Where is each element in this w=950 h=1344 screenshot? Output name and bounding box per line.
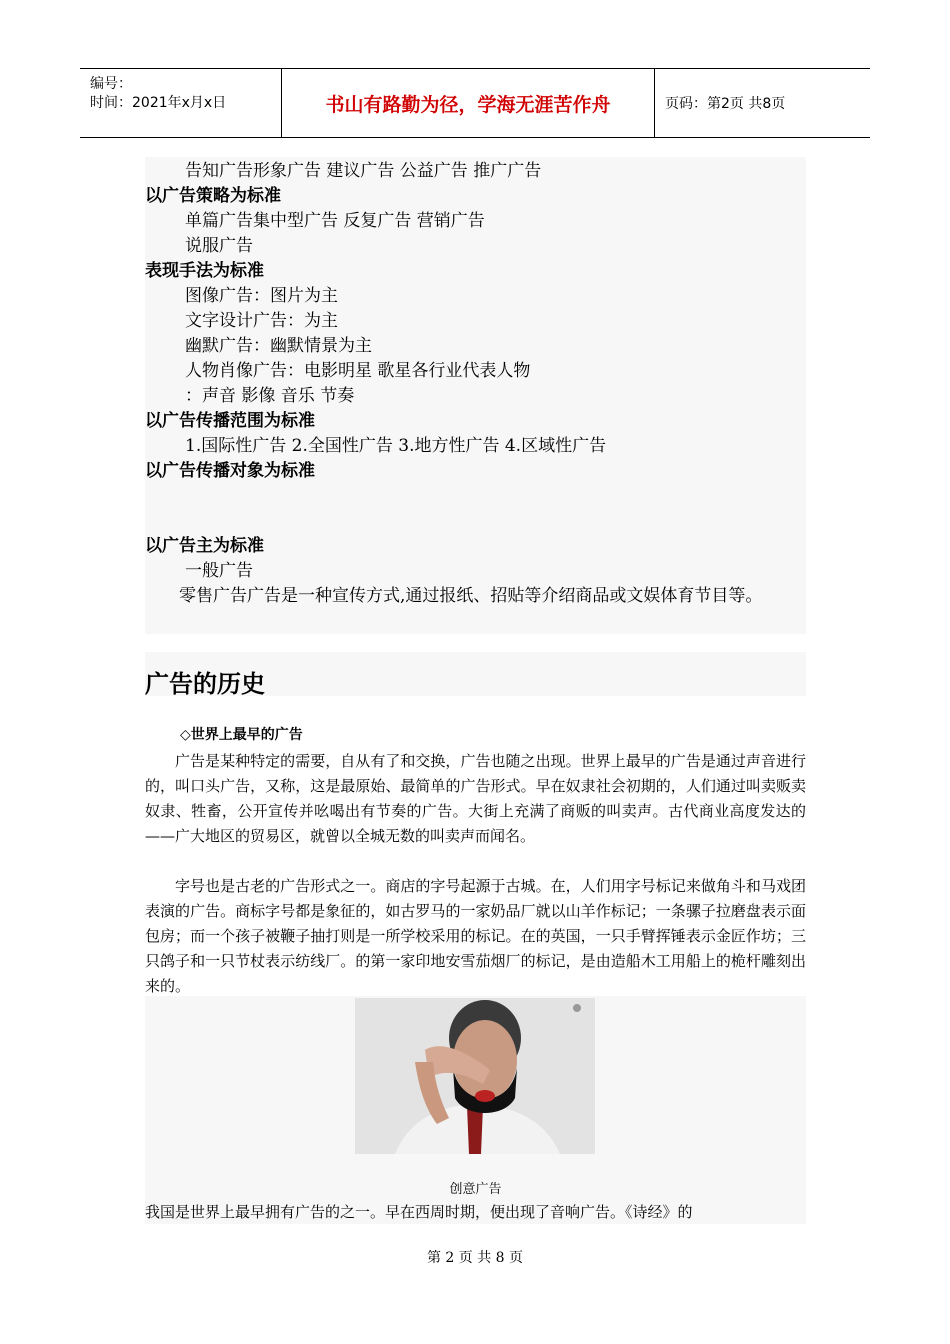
page-footer: 第 2 页 共 8 页: [426, 1250, 524, 1266]
header-meta: [80, 69, 282, 137]
motto: 书山有路勤为径，学海无涯苦作舟: [325, 93, 611, 116]
list-item: 告知广告形象广告 建议广告 公益广告 推广广告: [185, 161, 542, 181]
creative-ad-image: [355, 998, 595, 1154]
section-heading: 以广告主为标准: [145, 536, 264, 556]
retail-paragraph: 零售广告广告是一种宣传方式,通过报纸、招贴等介绍商品或文娱体育节目等。: [145, 586, 763, 606]
time-label: 时间：2021年x月x日: [90, 95, 227, 111]
list-item: 人物肖像广告：电影明星 歌星各行业代表人物: [185, 361, 531, 381]
image-caption: 创意广告: [449, 1182, 502, 1197]
section-heading: 以广告传播对象为标准: [145, 461, 315, 481]
header-table: [80, 68, 870, 138]
section-heading: 以广告传播范围为标准: [145, 411, 315, 431]
list-item: 文字设计广告：为主: [185, 311, 338, 331]
history-subtitle: ◇世界上最早的广告: [180, 727, 303, 743]
list-item: 一般广告: [185, 561, 253, 581]
list-item: 1.国际性广告 2.全国性广告 3.地方性广告 4.区域性广告: [185, 436, 607, 456]
page-info: 页码：第2页 共8页: [665, 96, 786, 112]
history-paragraph-2: 字号也是古老的广告形式之一。商店的字号起源于古城。在，人们用字号标记来做角斗和马戏团表演的广告。商标字号都是象征的，如古罗马的一家奶品厂就以山羊作标记；一条骡子拉磨盘表示面包房；而一个孩子被鞭子抽打则是一所学校采用的标记。在的英国，一只手臂挥锤表示金匠作坊；三只鸽子和一只节杖表示纺线厂。的第一家印地安雪茄烟厂的标记，是由造船木工用船上的桅杆雕刻出来的。: [145, 877, 806, 995]
ad-photo-illustration: [355, 998, 595, 1154]
list-item: 图像广告：图片为主: [185, 286, 338, 306]
history-paragraph-1: 广告是某种特定的需要，自从有了和交换，广告也随之出现。世界上最早的广告是通过声音进行的，叫口头广告，又称，这是最原始、最简单的广告形式。早在奴隶社会初期的，人们通过叫卖贩卖奴隶、牲畜，公开宣传并吆喝出有节奏的广告。大街上充满了商贩的叫卖声。古代商业高度发达的——广大地区的贸易区，就曾以全城无数的叫卖声而闻名。: [145, 752, 806, 845]
number-label: 编号：: [90, 76, 132, 92]
list-item: 单篇广告集中型广告 反复广告 营销广告: [185, 211, 485, 231]
section-heading: 表现手法为标准: [145, 261, 264, 281]
history-paragraph-3: 我国是世界上最早拥有广告的之一。早在西周时期，便出现了音响广告。《诗经》的: [145, 1203, 693, 1221]
list-item: 幽默广告：幽默情景为主: [185, 336, 372, 356]
section-heading: 以广告策略为标准: [145, 186, 281, 206]
list-item: ：声音 影像 音乐 节奏: [185, 386, 355, 406]
list-item: 说服广告: [185, 236, 253, 256]
header-motto-cell: [282, 69, 655, 137]
history-title: 广告的历史: [145, 670, 265, 698]
